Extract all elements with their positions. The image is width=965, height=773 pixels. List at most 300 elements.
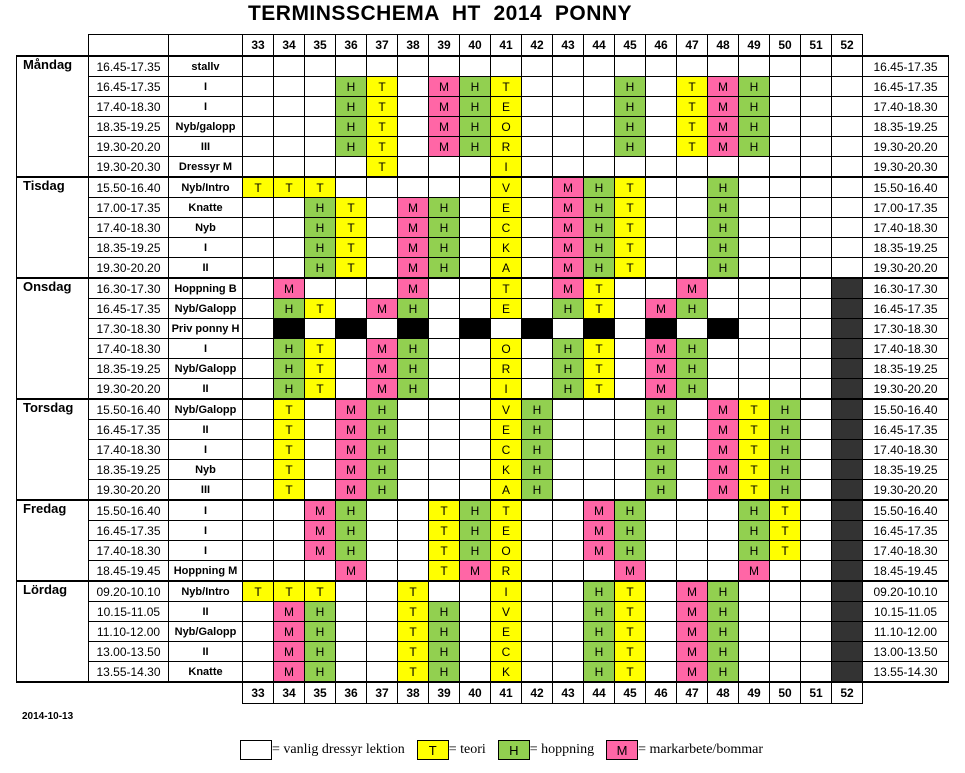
lesson-cell — [832, 460, 863, 480]
lesson-cell — [646, 521, 677, 541]
lesson-cell — [367, 602, 398, 622]
lesson-cell: O — [491, 117, 522, 137]
group-label: Nyb/galopp — [169, 117, 243, 137]
schedule-row — [17, 399, 949, 420]
lesson-cell — [770, 97, 801, 117]
time-slot-right: 17.40-18.30 — [863, 218, 949, 238]
lesson-cell — [708, 319, 739, 339]
lesson-cell — [584, 420, 615, 440]
lesson-cell — [739, 319, 770, 339]
time-slot: 17.40-18.30 — [89, 440, 169, 460]
lesson-cell — [522, 339, 553, 359]
lesson-cell — [646, 500, 677, 521]
lesson-cell: M — [367, 379, 398, 400]
lesson-cell — [336, 299, 367, 319]
lesson-cell — [801, 198, 832, 218]
lesson-cell — [398, 56, 429, 77]
lesson-cell — [832, 198, 863, 218]
lesson-cell — [491, 319, 522, 339]
week-number: 51 — [801, 35, 832, 57]
lesson-cell — [770, 642, 801, 662]
lesson-cell — [584, 561, 615, 582]
lesson-cell: M — [677, 622, 708, 642]
lesson-cell — [305, 319, 336, 339]
lesson-cell — [522, 137, 553, 157]
schedule-row — [17, 500, 949, 521]
lesson-cell — [243, 480, 274, 501]
lesson-cell: M — [336, 561, 367, 582]
lesson-cell — [615, 339, 646, 359]
lesson-cell: H — [615, 500, 646, 521]
lesson-cell: T — [615, 581, 646, 602]
lesson-cell: H — [708, 218, 739, 238]
lesson-cell — [243, 420, 274, 440]
lesson-cell — [739, 238, 770, 258]
lesson-cell: T — [615, 218, 646, 238]
lesson-cell — [801, 399, 832, 420]
lesson-cell — [553, 420, 584, 440]
schedule-row — [17, 642, 949, 662]
lesson-cell: A — [491, 480, 522, 501]
lesson-cell: H — [460, 137, 491, 157]
lesson-cell: M — [708, 480, 739, 501]
lesson-cell: H — [429, 642, 460, 662]
lesson-cell: M — [708, 97, 739, 117]
lesson-cell — [553, 561, 584, 582]
lesson-cell — [367, 561, 398, 582]
lesson-cell — [398, 521, 429, 541]
group-label: Nyb/Galopp — [169, 299, 243, 319]
lesson-cell: T — [615, 642, 646, 662]
lesson-cell: H — [429, 238, 460, 258]
lesson-cell — [336, 177, 367, 198]
lesson-cell — [522, 299, 553, 319]
lesson-cell — [460, 56, 491, 77]
week-number: 36 — [336, 682, 367, 704]
lesson-cell: M — [584, 521, 615, 541]
time-slot: 15.50-16.40 — [89, 500, 169, 521]
schedule-row — [17, 319, 949, 339]
lesson-cell: H — [429, 198, 460, 218]
lesson-cell — [398, 440, 429, 460]
lesson-cell — [832, 299, 863, 319]
lesson-cell — [708, 521, 739, 541]
lesson-cell: H — [305, 622, 336, 642]
lesson-cell: T — [739, 420, 770, 440]
lesson-cell: H — [584, 662, 615, 683]
lesson-cell: T — [367, 117, 398, 137]
lesson-cell — [832, 218, 863, 238]
time-slot-right: 19.30-20.20 — [863, 480, 949, 501]
lesson-cell — [522, 258, 553, 279]
lesson-cell: H — [770, 420, 801, 440]
group-label: I — [169, 440, 243, 460]
schedule-row — [17, 602, 949, 622]
group-label: III — [169, 480, 243, 501]
legend-label: = teori — [448, 742, 486, 757]
lesson-cell: T — [739, 480, 770, 501]
week-number: 34 — [274, 682, 305, 704]
lesson-cell: H — [274, 379, 305, 400]
lesson-cell — [429, 379, 460, 400]
lesson-cell — [739, 177, 770, 198]
lesson-cell: H — [739, 521, 770, 541]
lesson-cell — [429, 399, 460, 420]
legend-label: = markarbete/bommar — [638, 742, 763, 757]
lesson-cell: H — [522, 460, 553, 480]
lesson-cell — [398, 460, 429, 480]
lesson-cell — [243, 117, 274, 137]
lesson-cell — [243, 97, 274, 117]
lesson-cell — [522, 561, 553, 582]
lesson-cell — [305, 77, 336, 97]
lesson-cell — [336, 339, 367, 359]
week-number: 41 — [491, 682, 522, 704]
lesson-cell: M — [429, 77, 460, 97]
day-label: Torsdag — [17, 399, 89, 500]
lesson-cell — [336, 379, 367, 400]
lesson-cell — [553, 480, 584, 501]
lesson-cell: H — [677, 339, 708, 359]
lesson-cell — [336, 278, 367, 299]
lesson-cell — [708, 339, 739, 359]
lesson-cell — [801, 541, 832, 561]
lesson-cell — [646, 258, 677, 279]
lesson-cell — [770, 602, 801, 622]
lesson-cell: T — [398, 581, 429, 602]
schedule-row — [17, 117, 949, 137]
lesson-cell: H — [429, 622, 460, 642]
lesson-cell — [243, 339, 274, 359]
lesson-cell — [801, 561, 832, 582]
lesson-cell — [801, 319, 832, 339]
lesson-cell: M — [708, 137, 739, 157]
lesson-cell — [522, 238, 553, 258]
lesson-cell: H — [770, 440, 801, 460]
lesson-cell: T — [491, 77, 522, 97]
lesson-cell: M — [553, 218, 584, 238]
lesson-cell — [832, 622, 863, 642]
lesson-cell — [801, 299, 832, 319]
lesson-cell — [460, 379, 491, 400]
lesson-cell: H — [646, 399, 677, 420]
schedule-row — [17, 198, 949, 218]
lesson-cell — [429, 299, 460, 319]
lesson-cell — [584, 157, 615, 178]
lesson-cell: C — [491, 642, 522, 662]
day-label: Onsdag — [17, 278, 89, 399]
lesson-cell — [274, 56, 305, 77]
schedule-row — [17, 97, 949, 117]
lesson-cell — [460, 319, 491, 339]
lesson-cell — [832, 581, 863, 602]
time-slot-right: 15.50-16.40 — [863, 177, 949, 198]
week-number: 50 — [770, 35, 801, 57]
week-header-top — [17, 35, 949, 57]
lesson-cell: T — [398, 642, 429, 662]
day-label: Lördag — [17, 581, 89, 682]
time-slot: 13.55-14.30 — [89, 662, 169, 683]
lesson-cell — [739, 299, 770, 319]
lesson-cell — [739, 359, 770, 379]
lesson-cell — [522, 319, 553, 339]
time-slot: 16.45-17.35 — [89, 77, 169, 97]
legend-swatch: T — [417, 740, 449, 760]
lesson-cell — [801, 379, 832, 400]
lesson-cell — [522, 198, 553, 218]
lesson-cell: T — [615, 177, 646, 198]
lesson-cell: K — [491, 662, 522, 683]
lesson-cell: H — [770, 480, 801, 501]
lesson-cell: O — [491, 339, 522, 359]
lesson-cell — [770, 379, 801, 400]
schedule-row — [17, 420, 949, 440]
lesson-cell: H — [584, 177, 615, 198]
lesson-cell: T — [584, 278, 615, 299]
lesson-cell — [243, 319, 274, 339]
schedule-table — [16, 34, 949, 704]
lesson-cell — [429, 339, 460, 359]
lesson-cell — [429, 278, 460, 299]
lesson-cell — [460, 622, 491, 642]
lesson-cell: H — [367, 460, 398, 480]
lesson-cell — [801, 662, 832, 683]
lesson-cell — [677, 177, 708, 198]
day-label: Tisdag — [17, 177, 89, 278]
lesson-cell: T — [305, 299, 336, 319]
lesson-cell: H — [305, 642, 336, 662]
lesson-cell: T — [367, 77, 398, 97]
lesson-cell: H — [522, 440, 553, 460]
lesson-cell: M — [646, 359, 677, 379]
lesson-cell: T — [367, 137, 398, 157]
legend-swatch: M — [606, 740, 638, 760]
group-label: Hoppning B — [169, 278, 243, 299]
lesson-cell — [677, 399, 708, 420]
lesson-cell: T — [274, 177, 305, 198]
lesson-cell: I — [491, 581, 522, 602]
lesson-cell — [584, 56, 615, 77]
lesson-cell: H — [553, 359, 584, 379]
schedule-row — [17, 238, 949, 258]
time-slot: 16.45-17.35 — [89, 56, 169, 77]
group-label: Dressyr M — [169, 157, 243, 178]
lesson-cell — [832, 56, 863, 77]
lesson-cell: M — [708, 399, 739, 420]
lesson-cell — [553, 602, 584, 622]
empty-cell — [17, 682, 89, 704]
schedule-row — [17, 359, 949, 379]
time-slot-right: 19.30-20.30 — [863, 157, 949, 178]
lesson-cell — [243, 399, 274, 420]
lesson-cell — [243, 238, 274, 258]
lesson-cell: T — [336, 238, 367, 258]
lesson-cell — [832, 359, 863, 379]
lesson-cell — [584, 480, 615, 501]
lesson-cell — [615, 399, 646, 420]
lesson-cell — [801, 77, 832, 97]
lesson-cell: H — [460, 97, 491, 117]
lesson-cell: M — [274, 278, 305, 299]
lesson-cell — [646, 278, 677, 299]
lesson-cell — [367, 278, 398, 299]
time-slot: 17.00-17.35 — [89, 198, 169, 218]
lesson-cell: A — [491, 258, 522, 279]
lesson-cell — [770, 299, 801, 319]
time-slot: 09.20-10.10 — [89, 581, 169, 602]
week-number: 42 — [522, 35, 553, 57]
lesson-cell — [522, 97, 553, 117]
lesson-cell — [553, 460, 584, 480]
lesson-cell: M — [336, 440, 367, 460]
lesson-cell: R — [491, 137, 522, 157]
lesson-cell: H — [584, 602, 615, 622]
group-label: Nyb/Galopp — [169, 622, 243, 642]
empty-cell — [17, 35, 89, 57]
lesson-cell: M — [708, 440, 739, 460]
lesson-cell — [801, 258, 832, 279]
lesson-cell — [677, 480, 708, 501]
lesson-cell — [677, 440, 708, 460]
lesson-cell: H — [584, 622, 615, 642]
lesson-cell — [460, 642, 491, 662]
lesson-cell — [243, 460, 274, 480]
lesson-cell: M — [336, 420, 367, 440]
lesson-cell — [398, 77, 429, 97]
lesson-cell — [429, 319, 460, 339]
week-number: 40 — [460, 682, 491, 704]
lesson-cell — [336, 56, 367, 77]
lesson-cell — [305, 420, 336, 440]
lesson-cell: H — [274, 359, 305, 379]
time-slot-right: 19.30-20.20 — [863, 258, 949, 279]
lesson-cell — [770, 218, 801, 238]
lesson-cell — [398, 177, 429, 198]
time-slot: 18.35-19.25 — [89, 117, 169, 137]
lesson-cell — [398, 420, 429, 440]
lesson-cell: H — [305, 218, 336, 238]
lesson-cell: M — [274, 642, 305, 662]
schedule-row — [17, 157, 949, 178]
lesson-cell: T — [336, 198, 367, 218]
lesson-cell: T — [677, 117, 708, 137]
lesson-cell — [646, 238, 677, 258]
lesson-cell — [615, 278, 646, 299]
lesson-cell: H — [460, 541, 491, 561]
lesson-cell: H — [460, 500, 491, 521]
lesson-cell — [646, 77, 677, 97]
lesson-cell: H — [739, 117, 770, 137]
lesson-cell — [274, 117, 305, 137]
lesson-cell — [398, 157, 429, 178]
lesson-cell: T — [305, 359, 336, 379]
lesson-cell: H — [677, 299, 708, 319]
week-number: 49 — [739, 682, 770, 704]
lesson-cell — [615, 56, 646, 77]
lesson-cell — [460, 198, 491, 218]
time-slot-right: 16.45-17.35 — [863, 77, 949, 97]
lesson-cell: H — [336, 500, 367, 521]
lesson-cell — [832, 137, 863, 157]
schedule-row — [17, 480, 949, 501]
legend — [240, 740, 775, 760]
time-slot: 15.50-16.40 — [89, 399, 169, 420]
lesson-cell — [305, 440, 336, 460]
lesson-cell — [243, 440, 274, 460]
lesson-cell: T — [429, 561, 460, 582]
lesson-cell — [305, 157, 336, 178]
lesson-cell — [398, 399, 429, 420]
lesson-cell — [770, 339, 801, 359]
lesson-cell: M — [274, 662, 305, 683]
lesson-cell: T — [615, 602, 646, 622]
week-number: 33 — [243, 682, 274, 704]
lesson-cell: H — [708, 198, 739, 218]
lesson-cell — [429, 420, 460, 440]
empty-cell — [89, 35, 169, 57]
lesson-cell: T — [429, 500, 460, 521]
schedule-row — [17, 379, 949, 400]
lesson-cell: H — [615, 117, 646, 137]
lesson-cell — [832, 339, 863, 359]
lesson-cell — [739, 198, 770, 218]
lesson-cell: H — [646, 460, 677, 480]
lesson-cell — [832, 319, 863, 339]
schedule-row — [17, 339, 949, 359]
lesson-cell: T — [336, 258, 367, 279]
lesson-cell — [274, 238, 305, 258]
week-number: 46 — [646, 35, 677, 57]
lesson-cell: H — [584, 198, 615, 218]
schedule-row — [17, 77, 949, 97]
lesson-cell — [615, 440, 646, 460]
lesson-cell: H — [615, 137, 646, 157]
lesson-cell — [832, 642, 863, 662]
lesson-cell: H — [336, 521, 367, 541]
lesson-cell: T — [615, 622, 646, 642]
lesson-cell — [770, 561, 801, 582]
lesson-cell — [243, 198, 274, 218]
lesson-cell: I — [491, 157, 522, 178]
lesson-cell — [584, 137, 615, 157]
lesson-cell — [584, 77, 615, 97]
lesson-cell: H — [429, 258, 460, 279]
group-label: stallv — [169, 56, 243, 77]
week-number: 43 — [553, 682, 584, 704]
lesson-cell — [367, 521, 398, 541]
lesson-cell — [770, 622, 801, 642]
group-label: I — [169, 521, 243, 541]
lesson-cell — [646, 177, 677, 198]
lesson-cell — [274, 319, 305, 339]
lesson-cell — [243, 137, 274, 157]
lesson-cell — [832, 480, 863, 501]
week-number: 43 — [553, 35, 584, 57]
lesson-cell: T — [584, 359, 615, 379]
lesson-cell: H — [460, 117, 491, 137]
lesson-cell: H — [739, 97, 770, 117]
group-label: Priv ponny H — [169, 319, 243, 339]
time-slot: 18.35-19.25 — [89, 238, 169, 258]
lesson-cell — [553, 622, 584, 642]
lesson-cell — [553, 642, 584, 662]
lesson-cell: T — [398, 662, 429, 683]
lesson-cell — [646, 97, 677, 117]
group-label: II — [169, 642, 243, 662]
lesson-cell — [274, 97, 305, 117]
lesson-cell — [801, 460, 832, 480]
lesson-cell — [274, 198, 305, 218]
